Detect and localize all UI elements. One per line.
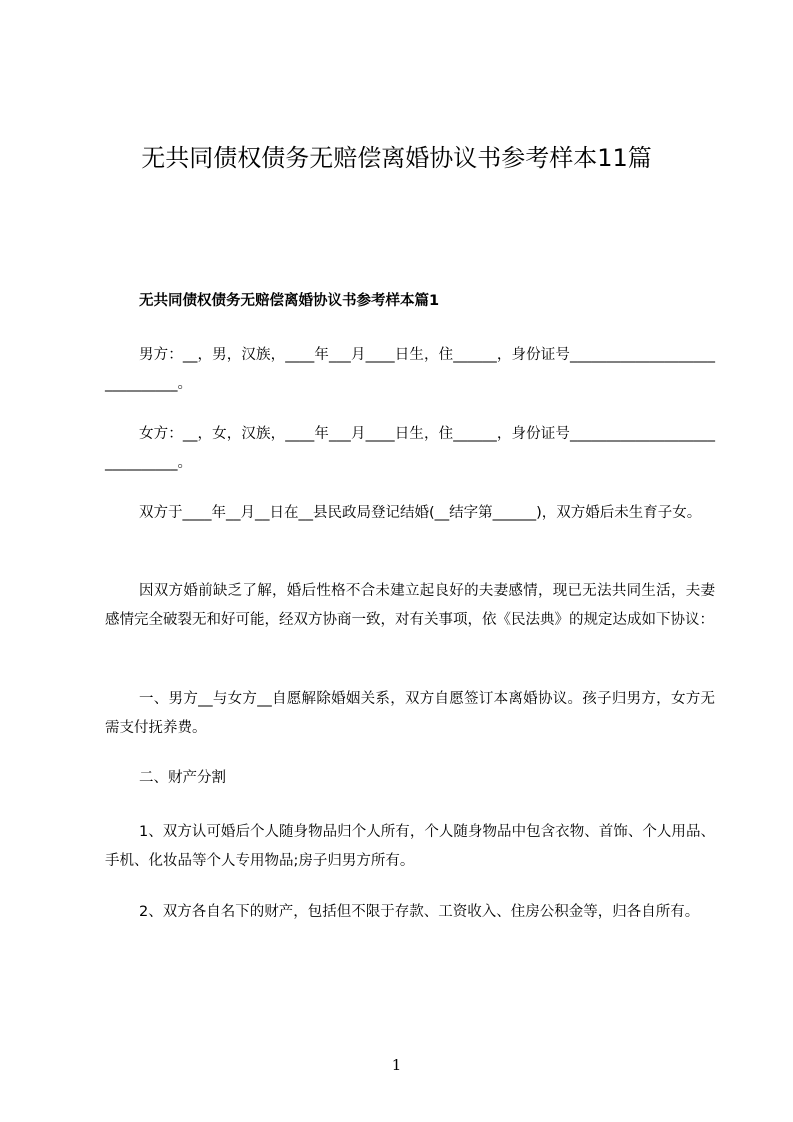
paragraph-divorce-reason: 因双方婚前缺乏了解，婚后性格不合未建立起良好的夫妻感情，现已无法共同生活，夫妻感情完全破裂无和好可能，经双方协商一致，对有关事项，依《民法典》的规定达成如下协议： — [105, 583, 715, 628]
paragraph-male-party: 男方：__，男，汉族，____年___月____日生，住______，身份证号______________________________。 — [105, 347, 715, 392]
section-title: 无共同债权债务无赔偿离婚协议书参考样本篇1 — [139, 293, 440, 309]
paragraph-property-heading: 二、财产分割 — [139, 770, 226, 786]
document-title: 无共同债权债务无赔偿离婚协议书参考样本11篇 — [141, 144, 652, 172]
paragraph-clause-one: 一、男方__与女方__自愿解除婚姻关系，双方自愿签订本离婚协议。孩子归男方，女方无需支付抚养费。 — [105, 691, 715, 736]
paragraph-property-item-1: 1、双方认可婚后个人随身物品归个人所有，个人随身物品中包含衣物、首饰、个人用品、手机、化妆品等个人专用物品;房子归男方所有。 — [105, 824, 715, 869]
paragraph-marriage-registration: 双方于____年__月__日在__县民政局登记结婚(__结字第______)，双方婚后未生育子女。 — [139, 505, 702, 521]
paragraph-property-item-2: 2、双方各自名下的财产，包括但不限于存款、工资收入、住房公积金等，归各自所有。 — [139, 904, 700, 920]
paragraph-female-party: 女方：__，女，汉族，____年___月____日生，住______，身份证号______________________________。 — [105, 426, 715, 471]
page-number: 1 — [391, 1056, 402, 1074]
